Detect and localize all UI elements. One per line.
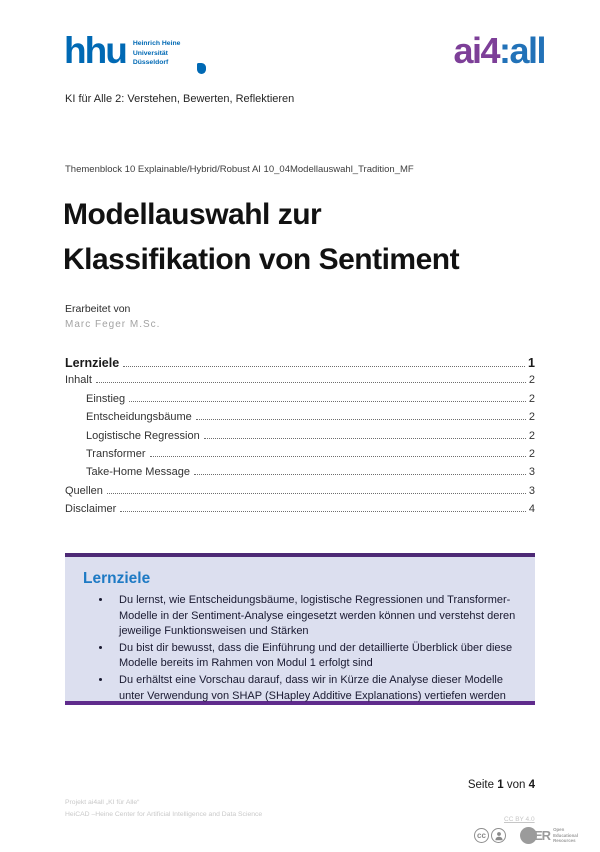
ai4all-logo-part-purple: ai4	[453, 30, 499, 71]
toc-page-number: 2	[528, 392, 535, 405]
toc-dot-leader	[150, 456, 526, 457]
hhu-speech-bubble-icon	[197, 63, 206, 74]
toc-entry-label: Lernziele	[65, 356, 120, 370]
page-title-line1: Modellauswahl zur	[63, 198, 322, 231]
ai4all-logo-part-blue: :all	[498, 30, 545, 71]
toc-page-number: 1	[528, 356, 535, 370]
lernziele-bullet: • Du bist dir bewusst, dass die Einführung und der detaillierte Überblick über diese Modelle bereits im Rahmen von Modul 1 erfolgt sind	[112, 641, 519, 672]
toc-page-number: 3	[528, 484, 535, 497]
toc-entry-label: Disclaimer	[65, 503, 117, 516]
toc-entry-label: Quellen	[65, 484, 103, 497]
toc-entry-quellen[interactable]	[65, 485, 535, 503]
toc-entry-lernziele[interactable]	[65, 356, 535, 374]
toc-entry-label: Einstieg	[86, 392, 126, 405]
oer-letters: ER	[534, 828, 551, 843]
toc-entry-transformer[interactable]	[65, 448, 535, 466]
author-name: Marc Feger M.Sc.	[65, 319, 161, 330]
toc-dot-leader	[123, 366, 525, 367]
toc-entry-label: Take-Home Message	[86, 466, 190, 479]
toc-page-number: 2	[528, 374, 535, 387]
toc-entry-label: Inhalt	[65, 374, 92, 387]
toc-page-number: 2	[528, 447, 535, 460]
toc-entry-disclaimer[interactable]	[65, 503, 535, 521]
oer-caption-line: Open	[553, 827, 565, 833]
toc-dot-leader	[96, 382, 526, 383]
toc-page-number: 2	[528, 411, 535, 424]
oer-logo	[520, 827, 578, 844]
lernziele-box	[65, 553, 535, 705]
page-indicator-prefix: Seite	[467, 779, 495, 791]
oer-caption-line: Resources	[553, 838, 576, 844]
hhu-university-name	[133, 36, 181, 68]
hhu-wordmark: hhu	[64, 30, 126, 71]
hhu-name-line: Düsseldorf	[132, 59, 169, 67]
page-indicator-middle: von	[506, 779, 526, 791]
author-label: Erarbeitet von	[65, 303, 131, 315]
person-glyph	[494, 831, 504, 841]
cc-by-person-icon	[491, 828, 506, 843]
hhu-name-line: Heinrich Heine	[132, 40, 181, 47]
lernziele-box-heading: Lernziele	[83, 570, 151, 587]
toc-dot-leader	[107, 493, 526, 494]
page-indicator	[468, 779, 535, 791]
lernziele-bullet: • Du lernst, wie Entscheidungsbäume, logistische Regressionen und Transformer-Modelle in der Sentiment-Analyse eingesetzt werden können und verstehst deren jeweilige Funktionsweisen und Stärken	[112, 593, 519, 640]
hhu-logo	[64, 30, 181, 71]
ai4all-logo	[453, 30, 545, 71]
toc-dot-leader	[196, 419, 526, 420]
toc-entry-take-home-message[interactable]	[65, 466, 535, 484]
cc-icon: cc	[474, 828, 489, 843]
oer-caption	[553, 827, 578, 844]
oer-caption-line: Educational	[553, 832, 578, 838]
toc-entry-label: Logistische Regression	[86, 429, 200, 442]
page-title-line2: Klassifikation von Sentiment	[63, 243, 460, 276]
lernziele-bullet: • Du erhältst eine Vorschau darauf, dass wir in Kürze die Analyse dieser Modelle unter Verwendung von SHAP (SHapley Additive Explanations) vertiefen werden	[112, 673, 519, 704]
footer-project-line1: Projekt ai4all „KI für Alle“	[65, 799, 140, 806]
lernziele-bullet-list	[83, 593, 519, 704]
toc-entry-label: Entscheidungsbäume	[86, 411, 192, 424]
toc-entry-entscheidungsbaeume[interactable]	[65, 411, 535, 429]
toc-dot-leader	[194, 474, 526, 475]
toc-entry-inhalt[interactable]	[65, 374, 535, 392]
toc-entry-logistische-regression[interactable]	[65, 430, 535, 448]
license-link[interactable]: CC BY 4.0	[504, 816, 535, 823]
toc-dot-leader	[204, 438, 526, 439]
footer-project-info	[65, 797, 262, 820]
hhu-name-line: Universität	[132, 49, 168, 57]
page-indicator-current: 1	[497, 779, 504, 791]
toc-page-number: 2	[528, 429, 535, 442]
toc-page-number: 4	[528, 503, 535, 516]
page-title	[63, 192, 459, 282]
toc-entry-einstieg[interactable]	[65, 393, 535, 411]
document-meta-line: Themenblock 10 Explainable/Hybrid/Robust AI 10_04Modellauswahl_Tradition_MF	[65, 164, 414, 175]
toc-dot-leader	[120, 511, 526, 512]
page-indicator-total: 4	[528, 779, 535, 791]
course-subtitle: KI für Alle 2: Verstehen, Bewerten, Reflektieren	[65, 93, 295, 105]
footer-project-line2: HeiCAD –Heine Center for Artificial Intelligence and Data Science	[65, 810, 263, 818]
license-icons	[474, 827, 578, 844]
toc-dot-leader	[129, 401, 526, 402]
toc-entry-label: Transformer	[86, 447, 146, 460]
toc-page-number: 3	[528, 466, 535, 479]
table-of-contents	[65, 356, 535, 522]
